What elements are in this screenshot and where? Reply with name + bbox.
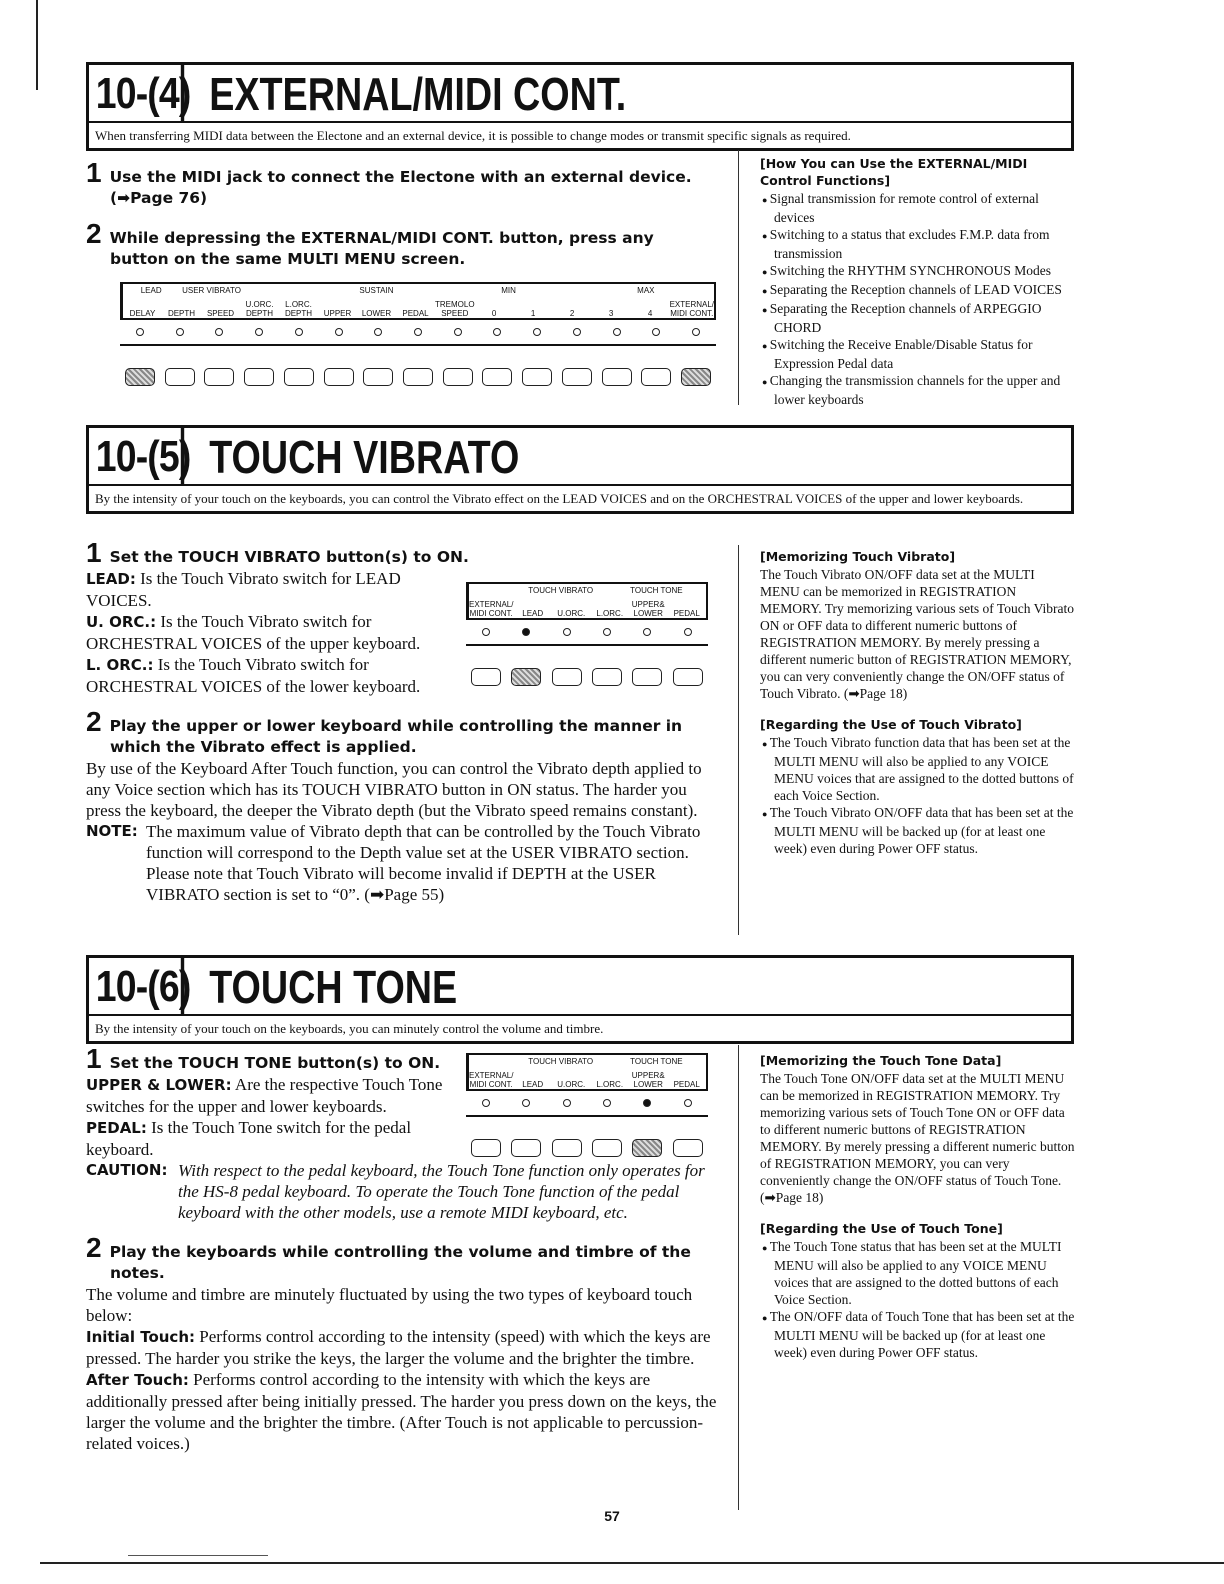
panel-label: PEDAL	[673, 1080, 700, 1089]
touch-tone-panel-diagram	[466, 1053, 708, 1157]
step-number: 2	[86, 706, 102, 737]
note-text: The maximum value of Vibrato depth that can be controlled by the Touch Vibrato function will correspond to the Depth value set at the USER VIBRATO section. Please note that Touch Vibrato will become invalid if DEPTH at the USER VIBRATO section is set to “0”. (➡Page 55)	[146, 822, 701, 904]
led-indicator	[454, 328, 462, 336]
led-indicator	[136, 328, 144, 336]
panel-label: LEAD	[522, 1080, 544, 1089]
section-number: 10-(5)	[89, 428, 184, 484]
led-indicator	[522, 1099, 530, 1107]
page-number: 57	[604, 1508, 620, 1524]
panel-label: 3	[608, 309, 614, 318]
column-divider	[738, 545, 739, 935]
panel-label: PEDAL	[402, 309, 429, 318]
column-divider	[738, 150, 739, 405]
panel-group-label: MIN	[501, 286, 516, 295]
step-text: Set the TOUCH VIBRATO button(s) to ON.	[109, 548, 469, 566]
step-number: 1	[86, 537, 102, 568]
button-row	[466, 668, 708, 686]
panel-label: EXTERNAL/ MIDI CONT.	[669, 300, 715, 318]
section-title: EXTERNAL/MIDI CONT.	[209, 68, 627, 120]
panel-button[interactable]	[511, 1139, 541, 1157]
panel-button[interactable]	[552, 668, 582, 686]
bullet-item: ● Signal transmission for remote control of external devices	[760, 190, 1076, 226]
panel-group-label: TOUCH VIBRATO	[528, 1057, 594, 1066]
panel-labels	[466, 582, 708, 620]
panel-button[interactable]	[552, 1139, 582, 1157]
led-indicator	[603, 1099, 611, 1107]
bullet-item: ● Switching the RHYTHM SYNCHRONOUS Modes	[760, 262, 1076, 281]
panel-group-label: TOUCH TONE	[630, 1057, 683, 1066]
panel-button[interactable]	[522, 368, 552, 386]
step-number: 2	[86, 218, 102, 249]
panel-button[interactable]	[284, 368, 314, 386]
panel-button[interactable]	[363, 368, 393, 386]
panel-label: PEDAL	[673, 609, 700, 618]
panel-label: SPEED	[206, 309, 235, 318]
definition: Performs control according to the intensity with which the keys are additionally pressed after being initially pressed. The harder you press down on the keys, the larger the volume and the brighter the timbre. (After Touch is not applicable to percussion-related voices.)	[86, 1370, 717, 1453]
panel-label: UPPER& LOWER	[631, 600, 665, 618]
panel-label: LEAD	[522, 609, 544, 618]
box-title: [Memorizing the Touch Tone Data]	[760, 1053, 1002, 1068]
led-indicator	[652, 328, 660, 336]
panel-group-label: TOUCH VIBRATO	[528, 586, 594, 595]
panel-group-label: MAX	[637, 286, 655, 295]
panel-label: L.ORC.	[596, 1080, 624, 1089]
panel-label: UPPER& LOWER	[631, 1071, 665, 1089]
section-title: TOUCH VIBRATO	[209, 431, 520, 483]
bullet-list	[760, 734, 1076, 857]
button-row	[466, 1139, 708, 1157]
definition: Is the Touch Vibrato switch for LEAD VOICES.	[86, 569, 401, 610]
panel-button[interactable]	[632, 1139, 662, 1157]
step-text: Play the keyboards while controlling the volume and timbre of the notes.	[109, 1243, 691, 1282]
panel-label: L.ORC.	[596, 609, 624, 618]
led-row	[466, 1091, 708, 1117]
led-indicator	[374, 328, 382, 336]
bullet-item: ● Separating the Reception channels of LEAD VOICES	[760, 281, 1076, 300]
button-row	[120, 368, 716, 386]
definition: Is the Touch Tone switch for the pedal keyboard.	[86, 1118, 412, 1159]
section-header-touch-vibrato	[86, 425, 1074, 514]
box-title: [How You can Use the EXTERNAL/MIDI Control Functions]	[760, 156, 1028, 188]
section-intro: When transferring MIDI data between the Electone and an external device, it is possible to change modes or transmit specific signals as required.	[95, 128, 851, 143]
panel-button[interactable]	[681, 368, 711, 386]
panel-button[interactable]	[592, 1139, 622, 1157]
panel-button[interactable]	[471, 1139, 501, 1157]
box-title: [Regarding the Use of Touch Vibrato]	[760, 717, 1022, 732]
paragraph: The volume and timbre are minutely fluctuated by using the two types of keyboard touch below:	[86, 1285, 693, 1325]
s4-steps	[86, 157, 716, 270]
led-indicator	[573, 328, 581, 336]
bullet-list	[760, 1238, 1076, 1361]
how-to-use-box	[760, 155, 1076, 408]
bullet-item: ● The Touch Tone status that has been set at the MULTI MENU will also be applied to any VOICE MENU voices that are assigned to the dotted buttons of each Voice Section.	[760, 1238, 1076, 1308]
step-number: 1	[86, 1043, 102, 1074]
section-header-touch-tone	[86, 955, 1074, 1044]
panel-label: U.ORC.	[557, 1080, 586, 1089]
section-intro: By the intensity of your touch on the keyboards, you can control the Vibrato effect on the LEAD VOICES and on the ORCHESTRAL VOICES of the upper and lower keyboards.	[95, 491, 1024, 506]
led-indicator	[643, 628, 651, 636]
bullet-item: ● Switching to a status that excludes F.M.P. data from transmission	[760, 226, 1076, 262]
led-indicator	[215, 328, 223, 336]
panel-button[interactable]	[562, 368, 592, 386]
term: Initial Touch:	[86, 1328, 195, 1346]
footer-line	[40, 1562, 1224, 1564]
panel-label: 4	[647, 309, 653, 318]
panel-label: U.ORC. DEPTH	[245, 300, 274, 318]
note-paragraph: The Touch Tone ON/OFF data set at the MULTI MENU can be memorized in REGISTRATION MEMORY. Try memorizing various sets of Touch Tone ON or OFF data to different numeric buttons of REGISTRATION MEMORY. By merely pressing a different numeric button of REGISTRATION MEMORY, you can very conveniently change the ON/OFF status of Touch Tone. (➡Page 18)	[760, 1071, 1075, 1205]
multi-menu-panel-diagram	[120, 282, 716, 386]
step-text: Use the MIDI jack to connect the Electone with an external device. (➡Page 76)	[109, 168, 692, 207]
caution-label: CAUTION:	[86, 1161, 168, 1179]
touch-tone-notes	[760, 1052, 1076, 1361]
touch-vibrato-notes	[760, 548, 1076, 857]
term: LEAD:	[86, 570, 136, 588]
panel-label: DEPTH	[167, 309, 196, 318]
term: UPPER & LOWER:	[86, 1076, 232, 1094]
bullet-item: ● Switching the Receive Enable/Disable Status for Expression Pedal data	[760, 336, 1076, 372]
panel-button[interactable]	[471, 668, 501, 686]
panel-label: DELAY	[129, 309, 156, 318]
definition: Is the Touch Vibrato switch for ORCHESTRAL VOICES of the upper keyboard.	[86, 612, 421, 653]
led-indicator	[692, 328, 700, 336]
panel-label: 2	[569, 309, 575, 318]
definition: Is the Touch Vibrato switch for ORCHESTRAL VOICES of the lower keyboard.	[86, 655, 421, 696]
panel-group-label: USER VIBRATO	[182, 286, 241, 295]
paragraph: By use of the Keyboard After Touch function, you can control the Vibrato depth applied to any Voice section which has its TOUCH VIBRATO button in ON status. The harder you press the keyboard, the deeper the Vibrato depth (but the Vibrato speed remains constant).	[86, 759, 702, 820]
step-text: Play the upper or lower keyboard while controlling the manner in which the Vibrato effect is applied.	[109, 717, 683, 756]
bullet-list	[760, 190, 1076, 408]
term: L. ORC.:	[86, 656, 154, 674]
panel-button[interactable]	[511, 668, 541, 686]
led-indicator	[255, 328, 263, 336]
section-number: 10-(4)	[89, 65, 184, 121]
led-indicator	[684, 1099, 692, 1107]
panel-label: EXTERNAL/ MIDI CONT.	[469, 1071, 514, 1089]
panel-button[interactable]	[443, 368, 473, 386]
led-indicator	[295, 328, 303, 336]
box-title: [Regarding the Use of Touch Tone]	[760, 1221, 1003, 1236]
led-indicator	[533, 328, 541, 336]
panel-group-label: TOUCH TONE	[630, 586, 683, 595]
led-indicator	[603, 628, 611, 636]
bullet-item: ● The Touch Vibrato ON/OFF data that has been set at the MULTI MENU will be backed up (for at least one week) even during Power OFF status.	[760, 804, 1076, 857]
step-number: 1	[86, 157, 102, 188]
bullet-item: ● The Touch Vibrato function data that has been set at the MULTI MENU will also be applied to any VOICE MENU voices that are assigned to the dotted buttons of each Voice Section.	[760, 734, 1076, 804]
panel-button[interactable]	[602, 368, 632, 386]
step-text: While depressing the EXTERNAL/MIDI CONT. button, press any button on the same MULTI MENU screen.	[109, 229, 654, 268]
led-indicator	[613, 328, 621, 336]
term: After Touch:	[86, 1371, 189, 1389]
led-indicator	[563, 628, 571, 636]
step-number: 2	[86, 1232, 102, 1263]
panel-button[interactable]	[324, 368, 354, 386]
led-indicator	[563, 1099, 571, 1107]
caution-text: With respect to the pedal keyboard, the Touch Tone function only operates for the HS-8 pedal keyboard. To operate the Touch Tone function of the pedal keyboard with the other models, use a remote MIDI keyboard, etc.	[178, 1161, 705, 1222]
column-divider	[738, 1045, 739, 1510]
footer-rule	[128, 1555, 268, 1556]
panel-button[interactable]	[165, 368, 195, 386]
led-indicator	[414, 328, 422, 336]
panel-button[interactable]	[673, 1139, 703, 1157]
panel-button[interactable]	[125, 368, 155, 386]
led-indicator	[335, 328, 343, 336]
panel-button[interactable]	[673, 668, 703, 686]
panel-label: 1	[530, 309, 536, 318]
panel-labels	[466, 1053, 708, 1091]
panel-label: TREMOLO SPEED	[435, 300, 475, 318]
box-title: [Memorizing Touch Vibrato]	[760, 549, 956, 564]
bullet-item: ● The ON/OFF data of Touch Tone that has been set at the MULTI MENU will be backed up (for at least one week) even during Power OFF status.	[760, 1308, 1076, 1361]
panel-group-label: SUSTAIN	[359, 286, 394, 295]
led-indicator	[643, 1099, 651, 1107]
term: PEDAL:	[86, 1119, 147, 1137]
panel-labels	[120, 282, 716, 320]
section-title: TOUCH TONE	[209, 961, 458, 1013]
panel-label: 0	[491, 309, 497, 318]
panel-button[interactable]	[632, 668, 662, 686]
panel-button[interactable]	[403, 368, 433, 386]
section-number: 10-(6)	[89, 958, 184, 1014]
panel-button[interactable]	[204, 368, 234, 386]
section-header-external-midi	[86, 62, 1074, 151]
led-indicator	[176, 328, 184, 336]
note-label: NOTE:	[86, 822, 138, 840]
step-text: Set the TOUCH TONE button(s) to ON.	[109, 1054, 441, 1072]
led-indicator	[493, 328, 501, 336]
margin-line	[36, 0, 38, 90]
led-indicator	[482, 1099, 490, 1107]
panel-button[interactable]	[592, 668, 622, 686]
panel-label: UPPER	[323, 309, 352, 318]
section-intro: By the intensity of your touch on the keyboards, you can minutely control the volume and timbre.	[95, 1021, 604, 1036]
touch-vibrato-panel-diagram	[466, 582, 708, 686]
panel-label: U.ORC.	[557, 609, 586, 618]
led-indicator	[684, 628, 692, 636]
led-row	[466, 620, 708, 646]
panel-label: EXTERNAL/ MIDI CONT.	[469, 600, 514, 618]
panel-button[interactable]	[641, 368, 671, 386]
bullet-item: ● Separating the Reception channels of ARPEGGIO CHORD	[760, 300, 1076, 336]
definition: Are the respective Touch Tone switches for the upper and lower keyboards.	[86, 1075, 443, 1116]
bullet-item: ● Changing the transmission channels for the upper and lower keyboards	[760, 372, 1076, 408]
led-indicator	[482, 628, 490, 636]
note-paragraph: The Touch Vibrato ON/OFF data set at the MULTI MENU can be memorized in REGISTRATION MEMORY. Try memorizing various sets of Touch Vibrato ON or OFF data to different numeric buttons of REGISTRATION MEMORY. By merely pressing a different numeric button of REGISTRATION MEMORY, you can very conveniently change the ON/OFF status of Touch Vibrato. (➡Page 18)	[760, 567, 1075, 701]
panel-label: LOWER	[361, 309, 392, 318]
led-row	[120, 320, 716, 346]
term: U. ORC.:	[86, 613, 157, 631]
panel-label: L.ORC. DEPTH	[284, 300, 313, 318]
panel-button[interactable]	[244, 368, 274, 386]
definition: Performs control according to the intensity (speed) with which the keys are pressed. The harder you strike the keys, the larger the volume and the brighter the timbre.	[86, 1327, 711, 1368]
led-indicator	[522, 628, 530, 636]
panel-button[interactable]	[482, 368, 512, 386]
panel-group-label: LEAD	[140, 286, 162, 295]
